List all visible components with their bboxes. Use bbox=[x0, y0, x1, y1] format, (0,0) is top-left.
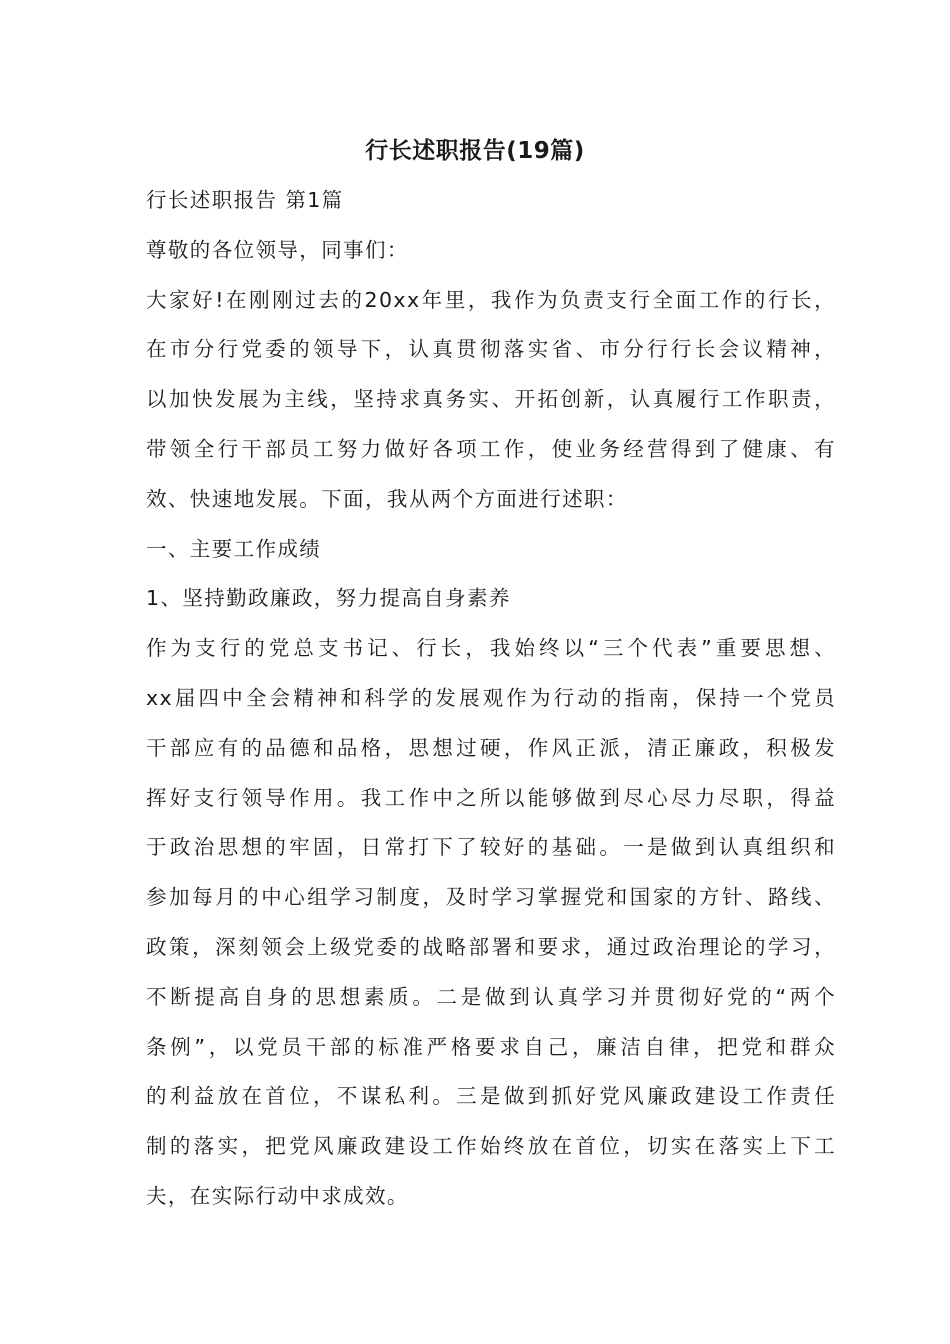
body-line: 作为支行的党总支书记、行长，我始终以“三个代表”重要思想、 bbox=[146, 636, 836, 661]
body-line: 以加快发展为主线，坚持求真务实、开拓创新，认真履行工作职责， bbox=[146, 387, 836, 412]
body-line: 尊敬的各位领导，同事们： bbox=[146, 237, 409, 262]
document-title: 行长述职报告(19篇) bbox=[365, 138, 585, 164]
body-line: 夫，在实际行动中求成效。 bbox=[146, 1183, 409, 1208]
body-line: 于政治思想的牢固，日常打下了较好的基础。一是做到认真组织和 bbox=[146, 835, 836, 860]
body-line: 挥好支行领导作用。我工作中之所以能够做到尽心尽力尽职，得益 bbox=[146, 785, 836, 810]
body-line: 政策，深刻领会上级党委的战略部署和要求，通过政治理论的学习， bbox=[146, 934, 836, 959]
body-line: 的利益放在首位，不谋私利。三是做到抓好党风廉政建设工作责任 bbox=[146, 1084, 836, 1109]
body-line: 1、坚持勤政廉政，努力提高自身素养 bbox=[146, 586, 511, 611]
body-line: 干部应有的品德和品格，思想过硬，作风正派，清正廉政，积极发 bbox=[146, 735, 836, 760]
body-line: 参加每月的中心组学习制度，及时学习掌握党和国家的方针、路线、 bbox=[146, 885, 836, 910]
body-line: 在市分行党委的领导下，认真贯彻落实省、市分行行长会议精神， bbox=[146, 337, 836, 362]
body-line: 大家好!在刚刚过去的20xx年里，我作为负责支行全面工作的行长， bbox=[146, 287, 836, 312]
body-line: 不断提高自身的思想素质。二是做到认真学习并贯彻好党的“两个 bbox=[146, 984, 836, 1009]
body-line: 制的落实，把党风廉政建设工作始终放在首位，切实在落实上下工 bbox=[146, 1134, 836, 1159]
document-body bbox=[146, 182, 836, 1228]
body-line: 效、快速地发展。下面，我从两个方面进行述职： bbox=[146, 486, 628, 511]
body-line: xx届四中全会精神和科学的发展观作为行动的指南，保持一个党员 bbox=[146, 685, 836, 710]
body-line: 行长述职报告 第1篇 bbox=[146, 188, 344, 212]
body-line: 一、主要工作成绩 bbox=[146, 536, 322, 561]
body-line: 条例”，以党员干部的标准严格要求自己，廉洁自律，把党和群众 bbox=[146, 1034, 836, 1059]
body-line: 带领全行干部员工努力做好各项工作，使业务经营得到了健康、有 bbox=[146, 436, 836, 461]
